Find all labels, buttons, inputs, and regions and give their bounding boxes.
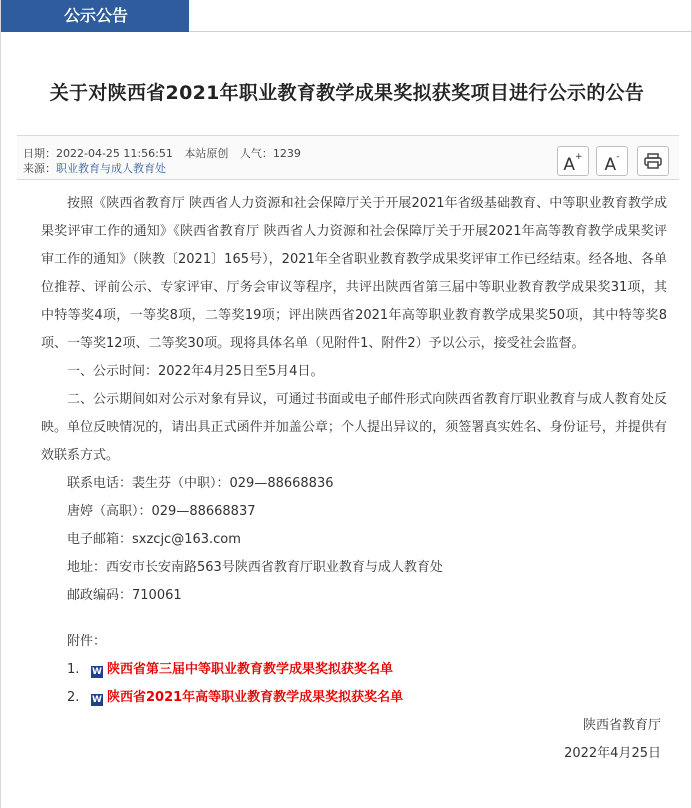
signature-org: 陕西省教育厅 (582, 718, 661, 733)
font-decrease-icon: A- (604, 152, 620, 175)
body-paragraph-1: 按照《陕西省教育厅 陕西省人力资源和社会保障厅关于开展2021年省级基础教育、中等职业教育教学成果奖评审工作的通知》《陕西省教育厅 陕西省人力资源和社会保障厅关于开展2021年高等教育教学成果奖评审工作的通知》（陕教〔2021〕165号），2021年全省职业教育教学成果奖评审工作已经结束。经各地、各单位推荐、评前公示、专家评审、厅务会审议等程序，共评出陕西省第三届中等职业教育教学成果奖31项，其中特等奖4项，一等奖8项，二等奖19项；评出陕西省2021年高等职业教育教学成果奖50项，其中特等奖8项、一等奖12项、二等奖30项。现将具体名单（见附件1、附件2）予以公示，接受社会监督。 (41, 196, 667, 351)
attachment-item-1 (41, 656, 667, 684)
contact-phone-1: 联系电话：裴生芬（中职）：029—88668836 (67, 476, 334, 491)
contact-address: 地址：西安市长安南路563号陕西省教育厅职业教育与成人教育处 (67, 560, 443, 575)
attachment-number: 2. (67, 690, 80, 705)
section-tab[interactable]: 公示公告 (1, 0, 189, 32)
meta-origin: 本站原创 (184, 147, 229, 160)
contact-postcode: 邮政编码：710061 (67, 588, 182, 603)
article-meta-bar (17, 135, 679, 180)
section-header (1, 0, 692, 32)
font-increase-icon: A+ (563, 152, 583, 175)
meta-views: 人气：1239 (239, 147, 301, 160)
meta-line-1 (23, 145, 301, 161)
body-paragraph-3: 二、公示期间如对公示对象有异议，可通过书面或电子邮件形式向陕西省教育厅职业教育与成人教育处反映。单位反映情况的，请出具正式函件并加盖公章；个人提出异议的，须签署真实姓名、身份证号，并提供有效联系方式。 (41, 392, 667, 463)
signature-date: 2022年4月25日 (564, 746, 661, 761)
body-paragraph-2: 一、公示时间：2022年4月25日至5月4日。 (67, 364, 324, 379)
print-button[interactable] (637, 146, 669, 176)
word-doc-icon: W (92, 667, 102, 677)
meta-source-link[interactable]: 职业教育与成人教育处 (56, 162, 166, 175)
attachment-item-2 (41, 684, 667, 712)
attachment-link-2[interactable]: 陕西省2021年高等职业教育教学成果奖拟获奖名单 (107, 690, 404, 705)
contact-email: 电子邮箱：sxzcjc@163.com (67, 532, 241, 547)
article-body (41, 190, 667, 768)
meta-date: 日期：2022-04-25 11:56:51 (23, 147, 173, 160)
font-decrease-button[interactable] (596, 146, 628, 176)
article-title: 关于对陕西省2021年职业教育教学成果奖拟获奖项目进行公示的公告 (49, 82, 645, 104)
meta-source-label: 来源： (23, 162, 56, 175)
font-increase-button[interactable] (557, 146, 589, 176)
attachment-number: 1. (67, 662, 80, 677)
attachments-title: 附件： (67, 634, 107, 649)
printer-icon (644, 153, 662, 169)
attachment-link-1[interactable]: 陕西省第三届中等职业教育教学成果奖拟获奖名单 (107, 662, 394, 677)
word-doc-icon: W (92, 695, 102, 705)
contact-phone-2: 唐婷（高职）：029—88668837 (67, 504, 256, 519)
meta-line-2 (23, 160, 166, 176)
